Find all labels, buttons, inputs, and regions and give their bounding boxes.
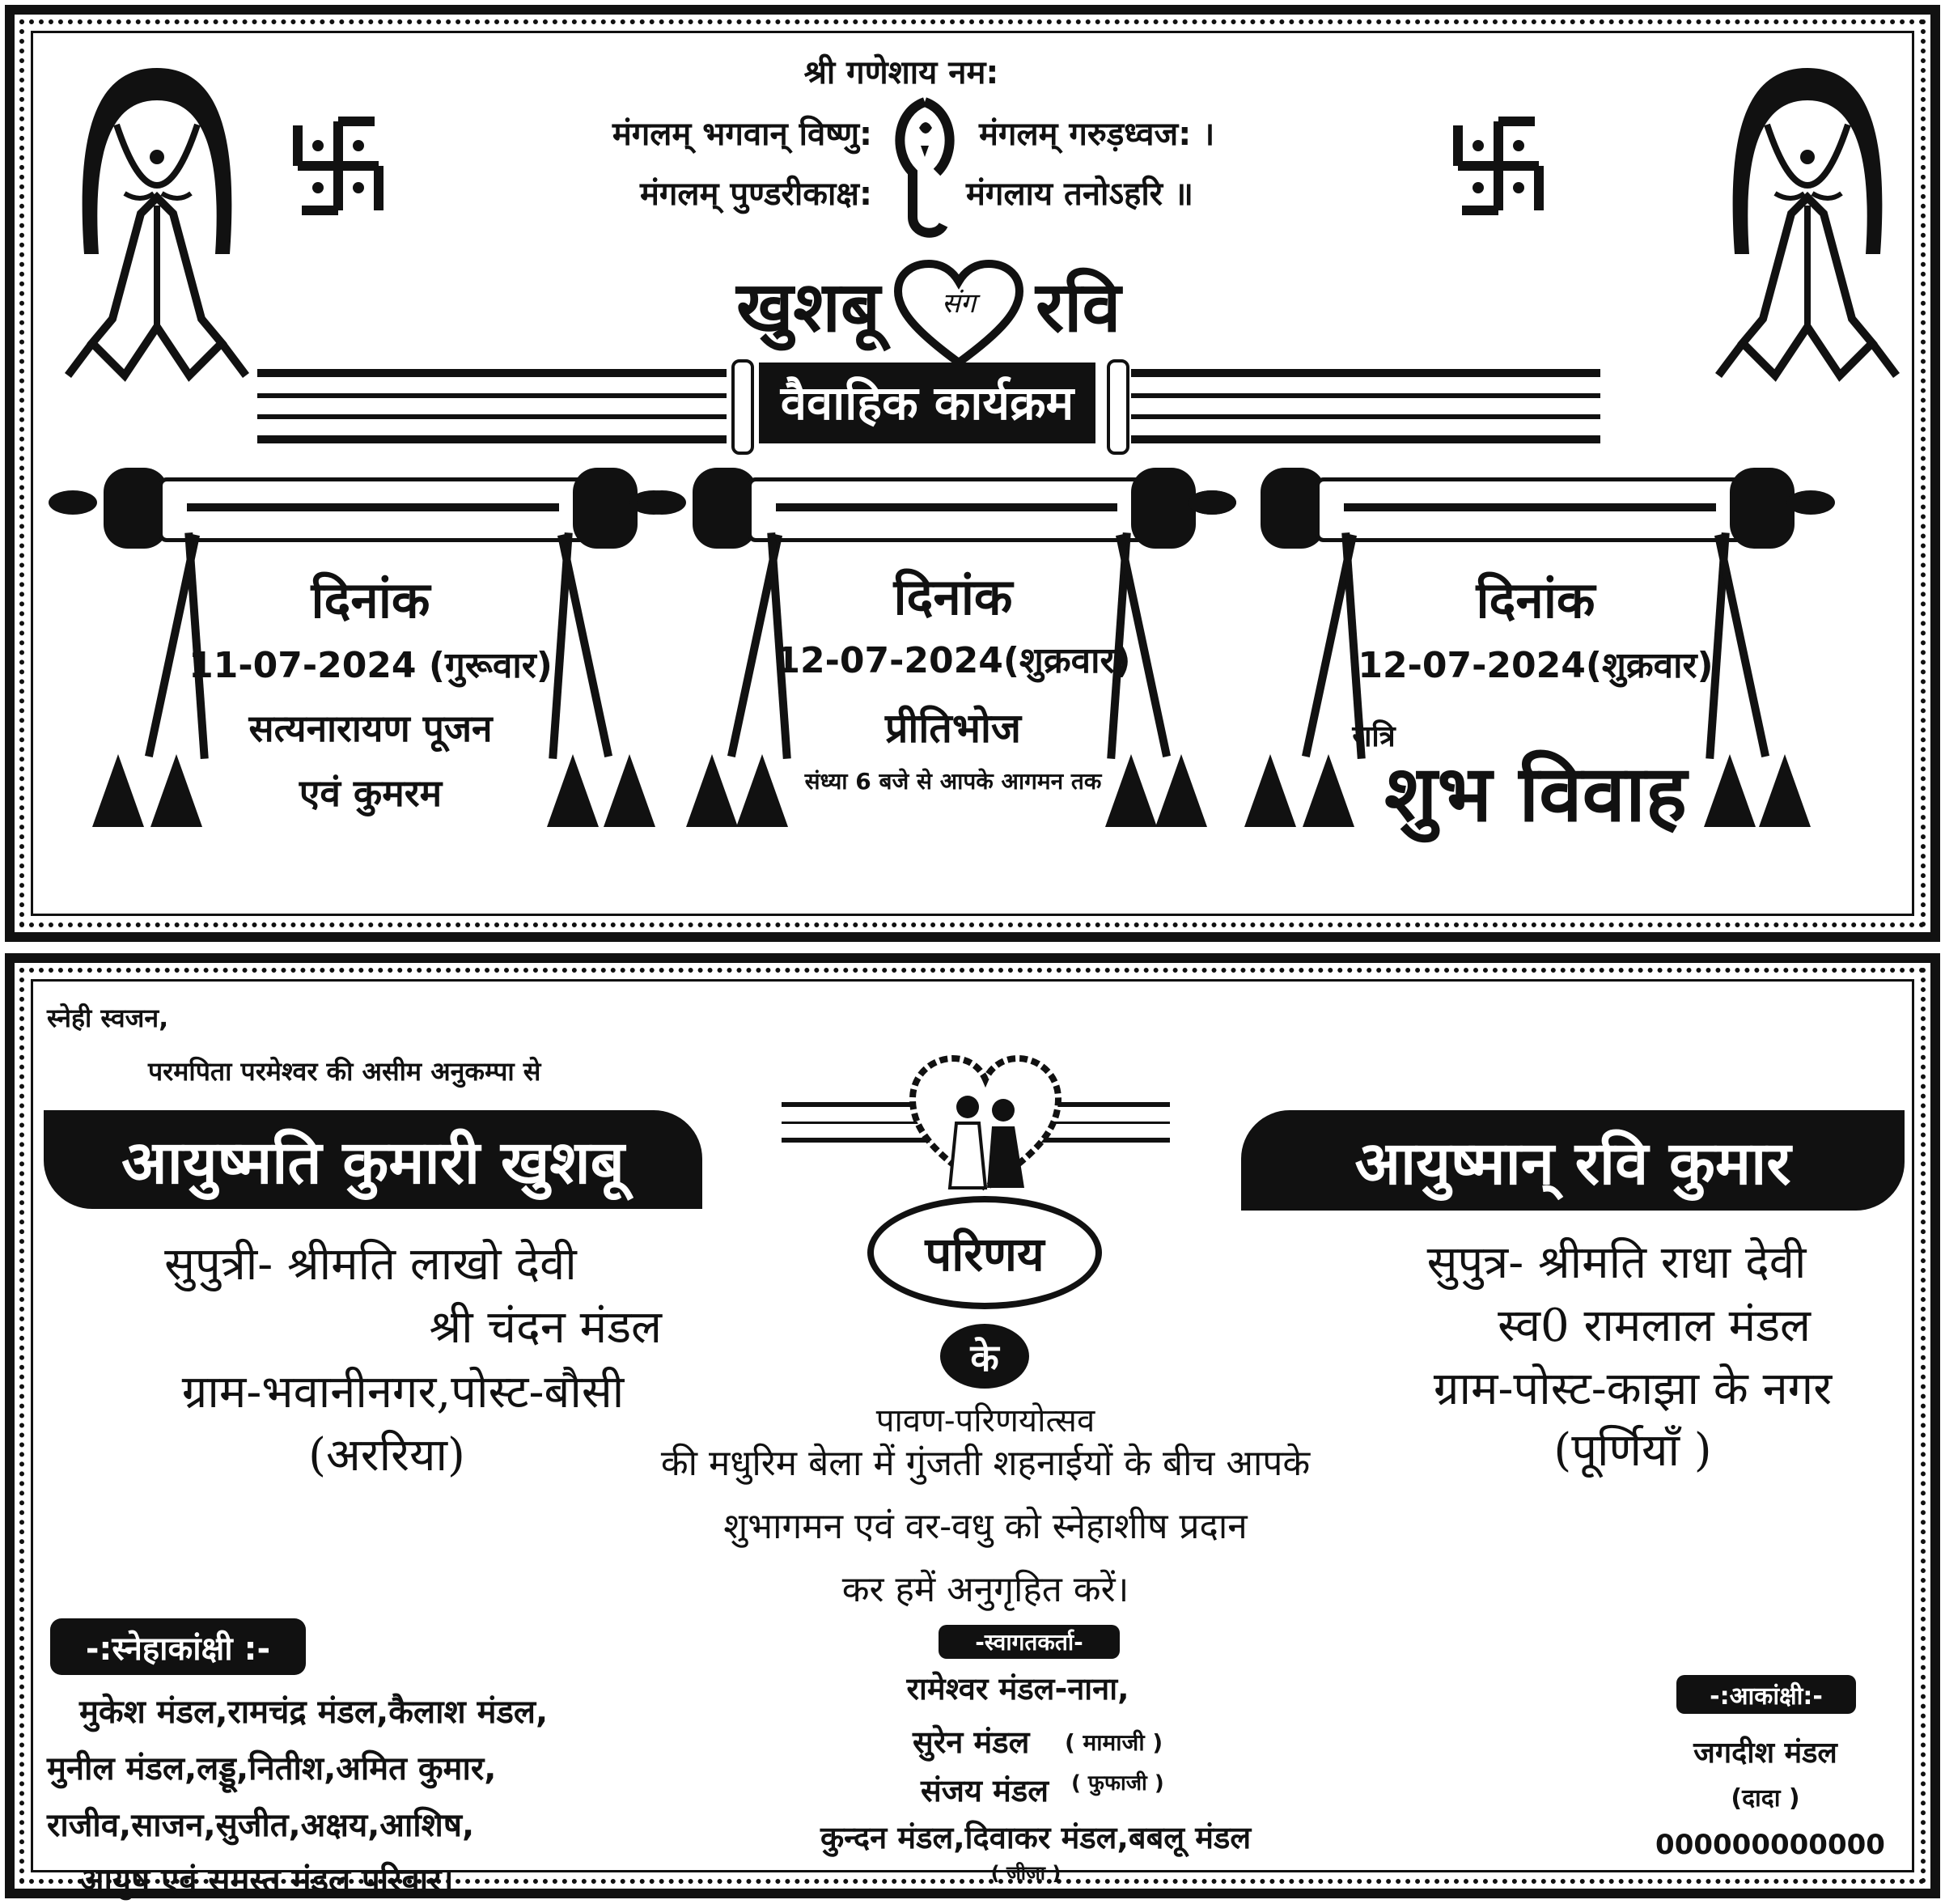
- bride-banner: आयुष्मति कुमारी खुशबू: [44, 1110, 702, 1209]
- parinay-text: परिणय: [925, 1227, 1045, 1282]
- divider-line: [257, 414, 727, 419]
- ornament-bracket: [1107, 359, 1129, 455]
- swastika-left-icon: [290, 113, 387, 218]
- invitation-card-top: [5, 5, 1940, 942]
- event-subtitle: एवं कुमरम: [299, 771, 443, 815]
- bride-district-line: (अररिया): [308, 1429, 465, 1482]
- snehakankshi-line: राजीव,साजन,सुजीत,अक्षय,आशिष,: [47, 1807, 475, 1844]
- ganesh-icon: [880, 95, 969, 241]
- event-date: 11-07-2024 (गुरूवार): [189, 645, 553, 686]
- divider-line: [257, 435, 727, 443]
- namaste-figure-right-icon: [1710, 52, 1905, 392]
- invite-line: पावण-परिणयोत्सव: [875, 1402, 1095, 1440]
- namaste-figure-left-icon: [60, 52, 254, 392]
- swagat-relation: ( फुफाजी ): [1071, 1771, 1164, 1796]
- invitation-card-bottom: [5, 953, 1940, 1898]
- groom-name-heading: रवि: [1036, 267, 1121, 348]
- akankshi-label: -:आकांक्षी:-: [1676, 1675, 1856, 1714]
- ke-text: के: [970, 1336, 999, 1380]
- akankshi-relation: (दादा ): [1731, 1784, 1800, 1813]
- phone-number: 000000000000: [1655, 1829, 1885, 1861]
- mantra-line2-left: मंगलम् पुण्डरीकाक्ष:: [639, 176, 872, 213]
- bride-address-line: ग्राम-भवानीनगर,पोस्ट-बौसी: [181, 1366, 625, 1418]
- bride-name-heading: खुशबू: [736, 267, 880, 348]
- swagat-line: रामेश्वर मंडल-नाना,: [906, 1671, 1129, 1707]
- divider-line: [257, 369, 727, 377]
- divider-line: [1131, 393, 1600, 398]
- event-date-label: दिनांक: [893, 567, 1013, 626]
- swagatkarta-label: -स्वागतकर्ता-: [939, 1625, 1120, 1659]
- swagat-line: सुरेन मंडल: [913, 1724, 1030, 1760]
- akankshi-name: जगदीश मंडल: [1693, 1736, 1837, 1770]
- swagat-line: कुन्दन मंडल,दिवाकर मंडल,बबलू मंडल: [820, 1820, 1252, 1855]
- snehakankshi-line: आयुष एवं समस्त मंडल परिवार।: [79, 1862, 454, 1899]
- heart-word: संग: [941, 287, 977, 320]
- event-date-label: दिनांक: [311, 570, 430, 630]
- snehakankshi-line: मुकेश मंडल,रामचंद्र मंडल,कैलाश मंडल,: [79, 1694, 549, 1731]
- groom-parent-line: सुपुत्र- श्रीमति राधा देवी: [1426, 1236, 1807, 1289]
- ornament-bracket: [731, 359, 754, 455]
- greeting-text: स्नेही स्वजन,: [47, 1003, 169, 1033]
- event-title: प्रीतिभोज: [884, 705, 1022, 752]
- swagat-line: संजय मंडल: [921, 1773, 1049, 1809]
- swastika-right-icon: [1450, 113, 1547, 218]
- invite-line: शुभागमन एवं वर-वधु को स्नेहाशीष प्रदान: [723, 1506, 1248, 1547]
- bride-parent-line: सुपुत्री- श्रीमति लाखो देवी: [164, 1238, 577, 1291]
- groom-father-line: स्व0 रामलाल मंडल: [1498, 1300, 1811, 1352]
- groom-address-line: ग्राम-पोस्ट-काझा के नगर: [1433, 1363, 1833, 1415]
- invocation-text: श्री गणेशाय नम:: [803, 54, 999, 91]
- mantra-line1-right: मंगलम् गरुड़ध्वज: ।: [979, 116, 1215, 153]
- event-title: सत्यनारायण पूजन: [248, 706, 493, 750]
- bride-father-line: श्री चंदन मंडल: [429, 1301, 662, 1354]
- groom-district-line: (पूर्णियाँ ): [1553, 1424, 1712, 1477]
- swagat-relation: ( जीजा ): [990, 1862, 1061, 1885]
- invite-line: कर हमें अनुगृहित करें।: [841, 1569, 1129, 1610]
- divider-line: [257, 393, 727, 398]
- event-time-label: रात्रि: [1352, 720, 1396, 753]
- intro-text: परमपिता परमेश्वर की असीम अनुकम्पा से: [148, 1056, 541, 1087]
- snehakankshi-line: मुनील मंडल,लड्डू,नितीश,अमित कुमार,: [47, 1750, 497, 1787]
- mantra-line2-right: मंगलाय तनोऽहरि ॥: [966, 176, 1193, 213]
- divider-line: [1131, 414, 1600, 419]
- event-title: शुभ विवाह: [1384, 748, 1687, 839]
- groom-banner: आयुष्मान् रवि कुमार: [1241, 1110, 1905, 1211]
- invite-line: की मधुरिम बेला में गुंजती शहनाईयों के बीच आपके: [660, 1443, 1311, 1484]
- event-date-label: दिनांक: [1476, 570, 1595, 630]
- couple-heart-icon: [905, 1050, 1066, 1196]
- divider-line: [1131, 369, 1600, 377]
- divider-line: [1131, 435, 1600, 443]
- snehakankshi-label: -:स्नेहाकांक्षी :-: [50, 1618, 306, 1675]
- event-date: 12-07-2024(शुक्रवार): [1358, 645, 1714, 686]
- event-date: 12-07-2024(शुक्रवार): [775, 640, 1131, 681]
- event-subtitle: संध्या 6 बजे से आपके आगमन तक: [804, 768, 1102, 795]
- swagat-relation: ( मामाजी ): [1065, 1729, 1163, 1756]
- program-title-banner: वैवाहिक कार्यक्रम: [759, 363, 1095, 443]
- mantra-line1-left: मंगलम् भगवान् विष्णु:: [612, 116, 872, 153]
